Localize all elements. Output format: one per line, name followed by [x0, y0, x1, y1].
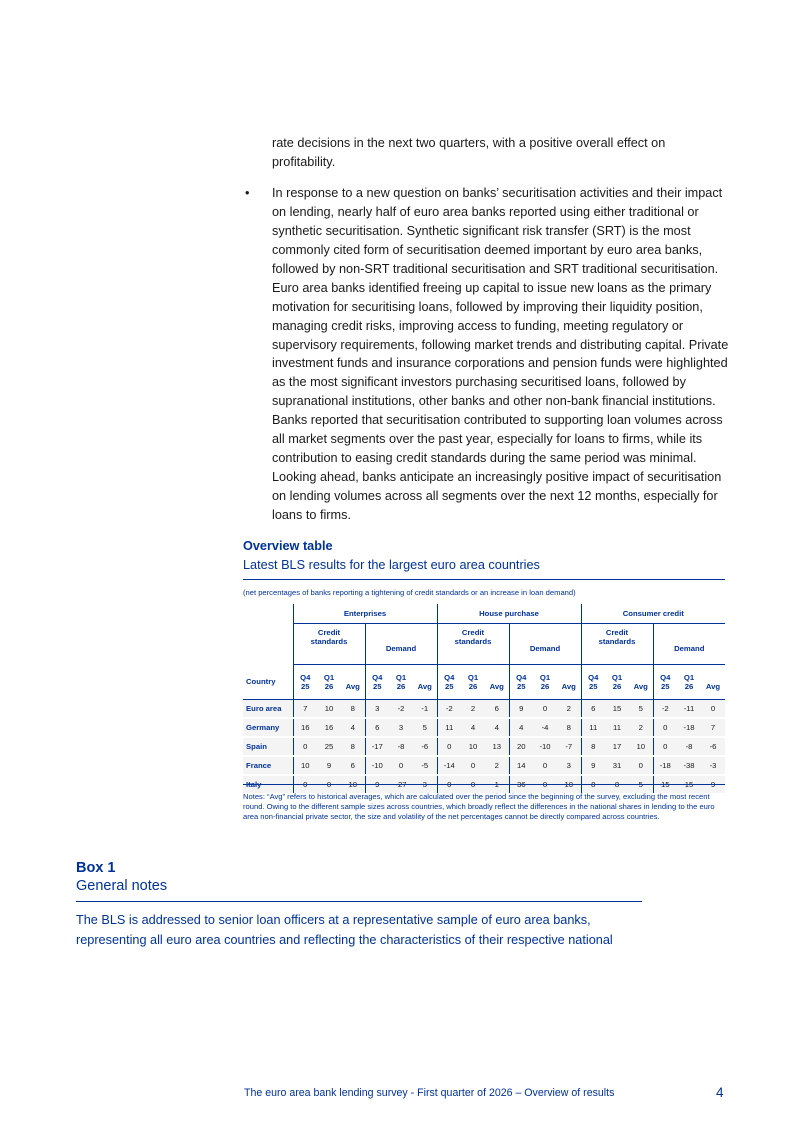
value-cell: 0: [293, 737, 317, 756]
value-cell: -18: [653, 756, 677, 775]
group-header-consumer-credit: Consumer credit: [581, 604, 725, 624]
period-header: Avg: [557, 665, 581, 700]
country-cell: France: [243, 756, 293, 775]
value-cell: 17: [605, 737, 629, 756]
period-header: Avg: [341, 665, 365, 700]
country-header: Country: [243, 665, 293, 700]
table-row: [243, 756, 725, 775]
subheader-credit-standards: Credit standards: [437, 624, 509, 665]
overview-notes: Notes: “Avg” refers to historical averages, which are calculated over the period since the beginning of the survey, excluding the most recent round. Owing to the different sample sizes across countries, which broadly reflect the differences in the national shares in lending to the euro area non-financial private sector, the size and volatility of the net percentages cannot be directly compared across countries.: [243, 792, 715, 821]
value-cell: -3: [701, 756, 725, 775]
value-cell: 10: [629, 737, 653, 756]
table-row: [243, 737, 725, 756]
subheader-demand: Demand: [509, 624, 581, 665]
bullet-item: [245, 184, 732, 525]
value-cell: -5: [413, 756, 437, 775]
period-header: Avg: [629, 665, 653, 700]
value-cell: 7: [701, 718, 725, 737]
value-cell: 8: [557, 718, 581, 737]
value-cell: -17: [365, 737, 389, 756]
group-header-enterprises: Enterprises: [293, 604, 437, 624]
overview-table-title: Overview table: [243, 539, 333, 553]
overview-unit-note: (net percentages of banks reporting a tightening of credit standards or an increase in loan demand): [243, 588, 576, 597]
value-cell: -8: [389, 737, 413, 756]
period-header: Q4 25: [581, 665, 605, 700]
value-cell: 10: [293, 756, 317, 775]
value-cell: 10: [317, 700, 341, 719]
value-cell: 14: [509, 756, 533, 775]
value-cell: 4: [341, 718, 365, 737]
value-cell: 4: [485, 718, 509, 737]
value-cell: 4: [509, 718, 533, 737]
value-cell: 9: [509, 700, 533, 719]
value-cell: 6: [341, 756, 365, 775]
value-cell: 16: [317, 718, 341, 737]
period-header: Q4 25: [365, 665, 389, 700]
period-header: Q1 26: [389, 665, 413, 700]
period-header: Avg: [413, 665, 437, 700]
value-cell: 0: [461, 756, 485, 775]
value-cell: -6: [701, 737, 725, 756]
value-cell: 3: [389, 718, 413, 737]
page-number: 4: [716, 1085, 724, 1100]
value-cell: 11: [581, 718, 605, 737]
value-cell: 3: [557, 756, 581, 775]
value-cell: -10: [533, 737, 557, 756]
subheader-demand: Demand: [653, 624, 725, 665]
period-header: Avg: [485, 665, 509, 700]
value-cell: 2: [557, 700, 581, 719]
value-cell: 10: [461, 737, 485, 756]
overview-table-subtitle: Latest BLS results for the largest euro area countries: [243, 558, 540, 572]
body-text: [245, 134, 732, 525]
value-cell: 11: [437, 718, 461, 737]
value-cell: -38: [677, 756, 701, 775]
value-cell: -10: [365, 756, 389, 775]
value-cell: -2: [653, 700, 677, 719]
period-header: Q1 26: [317, 665, 341, 700]
value-cell: 20: [509, 737, 533, 756]
value-cell: 7: [293, 700, 317, 719]
period-header: Q4 25: [437, 665, 461, 700]
value-cell: -1: [413, 700, 437, 719]
value-cell: -7: [557, 737, 581, 756]
intro-paragraph: rate decisions in the next two quarters, with a positive overall effect on profitability.: [272, 136, 666, 169]
value-cell: 6: [365, 718, 389, 737]
value-cell: 16: [293, 718, 317, 737]
value-cell: 8: [341, 737, 365, 756]
value-cell: -8: [677, 737, 701, 756]
country-cell: Germany: [243, 718, 293, 737]
period-header: Q4 25: [653, 665, 677, 700]
box-text: The BLS is addressed to senior loan officers at a representative sample of euro area banks, representing all euro area countries and reflecting the characteristics of their respective national: [76, 913, 613, 947]
overview-bottom-rule: [243, 784, 725, 785]
value-cell: -14: [437, 756, 461, 775]
value-cell: 0: [533, 756, 557, 775]
value-cell: 5: [629, 700, 653, 719]
group-header-house-purchase: House purchase: [437, 604, 581, 624]
value-cell: 0: [629, 756, 653, 775]
value-cell: -2: [389, 700, 413, 719]
value-cell: 9: [581, 756, 605, 775]
period-header: Q1 26: [533, 665, 557, 700]
value-cell: 3: [365, 700, 389, 719]
bullet-paragraph: In response to a new question on banks’ securitisation activities and their impact on lending, nearly half of euro area banks reported using either traditional or synthetic securitisation. Synthetic significant risk transfer (SRT) is the most commonly cited form of securitisation deemed important by euro area banks, followed by non-SRT traditional securitisation and SRT traditional securitisation. Euro area banks identified freeing up capital to issue new loans as the primary motivation for securitising loans, followed by improving their liquidity position, managing credit risks, improving access to funding, meeting regulatory or supervisory requirements, following market trends and distributing capital. Private investment funds and insurance corporations and pension funds were highlighted as the most significant investors purchasing securitised loans, followed by supranational institutions, other banks and other non-bank financial institutions. Banks reported that securitisation contributed to supporting loan volumes across all market segments over the past year, especially for loans to firms, while its contribution to easing credit standards during the same period was minimal. Looking ahead, banks anticipate an increasingly positive impact of securitisation on lending volumes across all segments over the next 12 months, especially for loans to firms.: [272, 185, 729, 523]
value-cell: 4: [461, 718, 485, 737]
period-header: Avg: [701, 665, 725, 700]
value-cell: 6: [485, 700, 509, 719]
value-cell: 0: [653, 718, 677, 737]
value-cell: 0: [389, 756, 413, 775]
table-row: [243, 718, 725, 737]
value-cell: 13: [485, 737, 509, 756]
value-cell: 2: [485, 756, 509, 775]
country-cell: Spain: [243, 737, 293, 756]
value-cell: 11: [605, 718, 629, 737]
subheader-credit-standards: Credit standards: [581, 624, 653, 665]
value-cell: 9: [317, 756, 341, 775]
value-cell: 2: [629, 718, 653, 737]
period-header: Q4 25: [509, 665, 533, 700]
bullet-icon: •: [245, 185, 250, 200]
table-row: [243, 700, 725, 719]
box-subtitle: General notes: [76, 878, 168, 894]
value-cell: 25: [317, 737, 341, 756]
value-cell: 31: [605, 756, 629, 775]
period-header: Q4 25: [293, 665, 317, 700]
footer-text: The euro area bank lending survey - First quarter of 2026 – Overview of results: [244, 1087, 615, 1099]
value-cell: 5: [413, 718, 437, 737]
value-cell: -18: [677, 718, 701, 737]
overview-table: [243, 604, 725, 795]
period-header: Q1 26: [461, 665, 485, 700]
country-cell: Euro area: [243, 700, 293, 719]
value-cell: 8: [581, 737, 605, 756]
value-cell: 0: [653, 737, 677, 756]
period-header: Q1 26: [605, 665, 629, 700]
value-cell: -11: [677, 700, 701, 719]
period-header: Q1 26: [677, 665, 701, 700]
overview-top-rule: [243, 579, 725, 580]
value-cell: 2: [461, 700, 485, 719]
value-cell: -2: [437, 700, 461, 719]
value-cell: -4: [533, 718, 557, 737]
value-cell: 6: [581, 700, 605, 719]
value-cell: 0: [437, 737, 461, 756]
subheader-demand: Demand: [365, 624, 437, 665]
subheader-credit-standards: Credit standards: [293, 624, 365, 665]
value-cell: 0: [701, 700, 725, 719]
value-cell: 0: [533, 700, 557, 719]
value-cell: -6: [413, 737, 437, 756]
box-rule: [76, 901, 642, 902]
value-cell: 8: [341, 700, 365, 719]
value-cell: 15: [605, 700, 629, 719]
box-title: Box 1: [76, 860, 116, 876]
